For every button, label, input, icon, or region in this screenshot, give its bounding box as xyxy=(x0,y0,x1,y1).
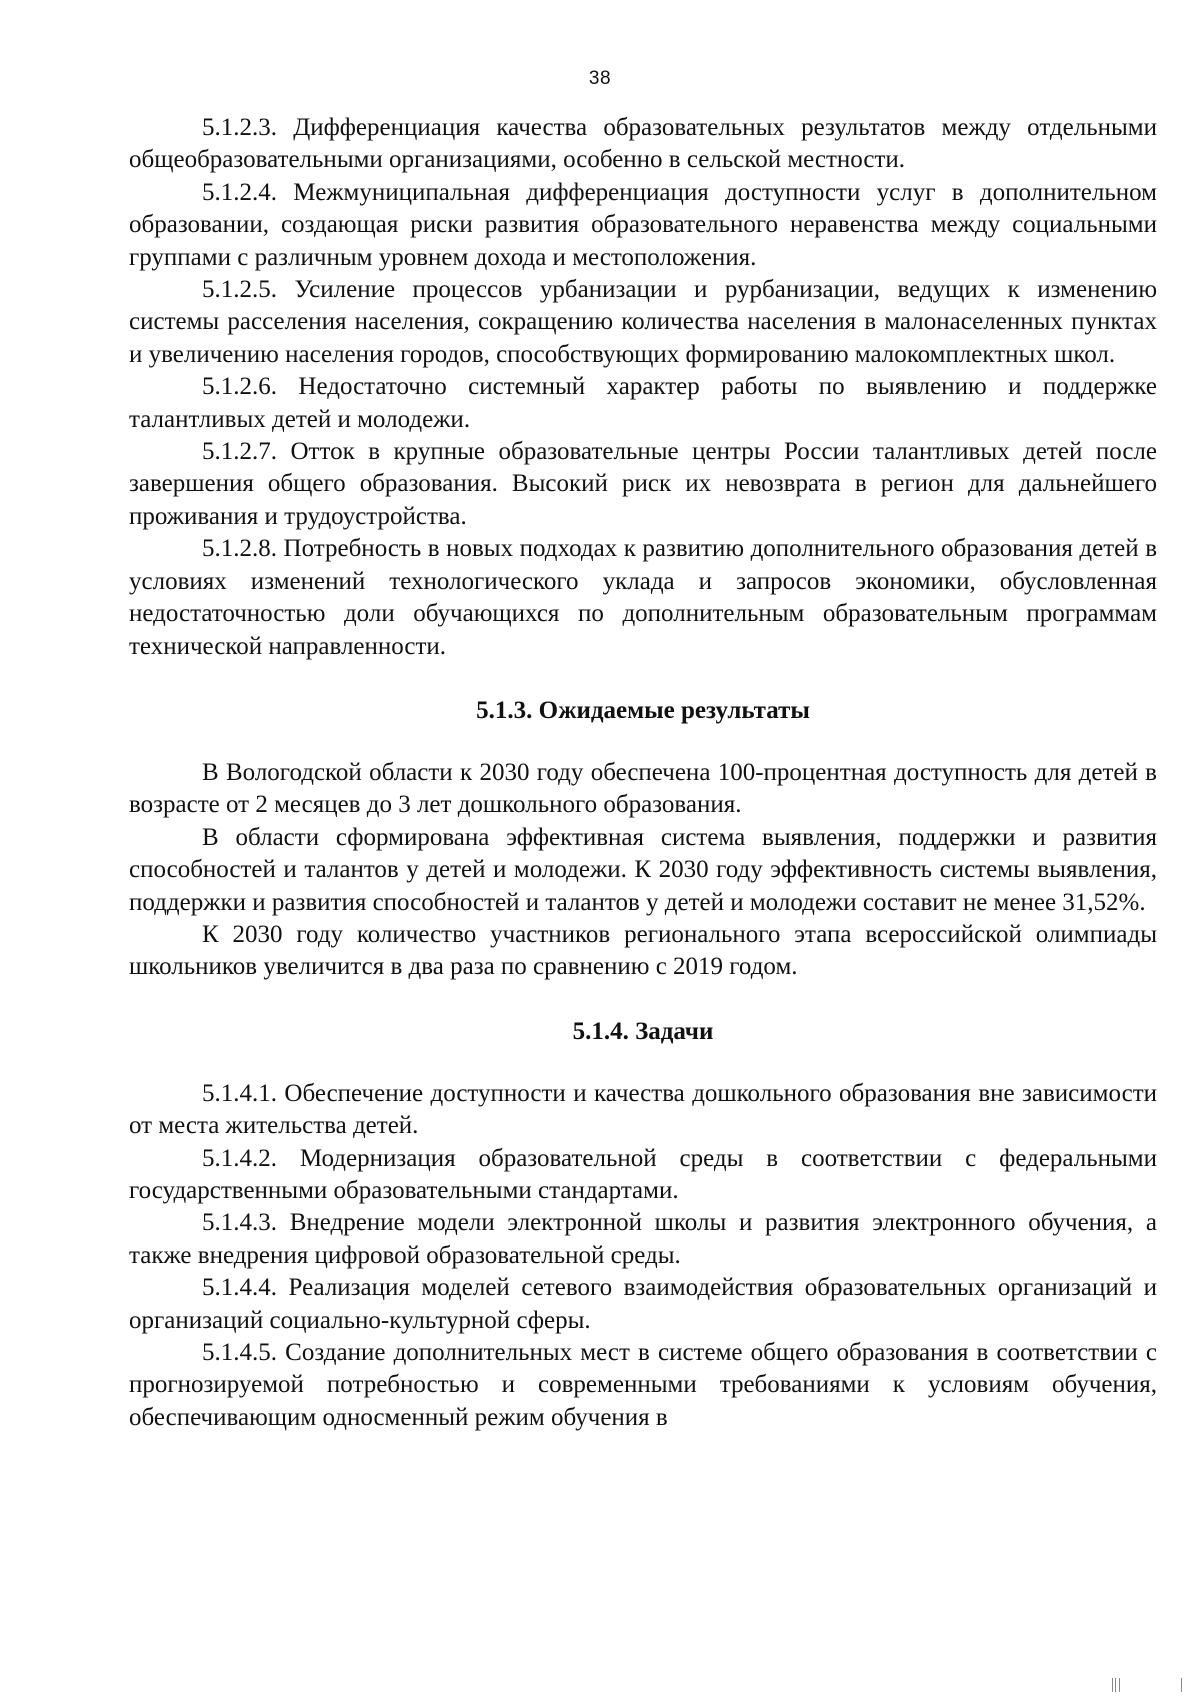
spacer xyxy=(129,663,1157,695)
page-number: 38 xyxy=(588,68,612,89)
paragraph-results-1: В Вологодской области к 2030 году обеспечена 100-процентная доступность для детей в возрасте от 2 месяцев до 3 лет дошкольного образования. xyxy=(129,758,1157,819)
paragraph-5-1-4-1: 5.1.4.1. Обеспечение доступности и качества дошкольного образования вне зависимости от места жительства детей. xyxy=(129,1079,1157,1140)
paragraph-5-1-4-2: 5.1.4.2. Модернизация образовательной среды в соответствии с федеральными государственными образовательными стандартами. xyxy=(129,1144,1157,1204)
scan-mark xyxy=(1112,1678,1113,1692)
paragraph-5-1-2-5: 5.1.2.5. Усиление процессов урбанизации и рурбанизации, ведущих к изменению системы расселения населения, сокращению количества населения в малонаселенных пунктах и увеличению населения городов, способствующих формированию малокомплектных школ. xyxy=(129,276,1157,368)
spacer xyxy=(129,727,1157,757)
paragraph-results-3: К 2030 году количество участников регионального этапа всероссийской олимпиады школьников увеличится в два раза по сравнению с 2019 годом. xyxy=(129,920,1157,981)
paragraph-5-1-2-4: 5.1.2.4. Межмуниципальная дифференциация доступности услуг в дополнительном образовании, создающая риски развития образовательного неравенства между социальными группами с различным уровнем дохода и местоположения. xyxy=(129,178,1157,271)
paragraph-5-1-4-5: 5.1.4.5. Создание дополнительных мест в системе общего образования в соответствии с прогнозируемой потребностью и современными требованиями к условиям обучения, обеспечивающим односменный режим обучения в xyxy=(129,1339,1157,1431)
page-content xyxy=(129,112,1157,1434)
paragraph-5-1-2-6: 5.1.2.6. Недостаточно системный характер работы по выявлению и поддержке талантливых детей и молодежи. xyxy=(129,373,1157,433)
section-heading-expected-results: 5.1.3. Ожидаемые результаты xyxy=(476,696,810,724)
paragraph-5-1-4-4: 5.1.4.4. Реализация моделей сетевого взаимодействия образовательных организаций и организаций социально-культурной сферы. xyxy=(129,1274,1157,1334)
paragraph-5-1-2-7: 5.1.2.7. Отток в крупные образовательные центры России талантливых детей после завершения общего образования. Высокий риск их невозврата в регион для дальнейшего проживания и трудоустройства. xyxy=(129,438,1157,530)
spacer xyxy=(129,1048,1157,1078)
spacer xyxy=(129,984,1157,1016)
paragraph-5-1-2-8: 5.1.2.8. Потребность в новых подходах к развитию дополнительного образования детей в условиях изменений технологического уклада и запросов экономики, обусловленная недостаточностью доли обучающихся по дополнительным образовательным программам технической направленности. xyxy=(129,535,1157,660)
scan-mark xyxy=(1115,1678,1116,1692)
paragraph-results-2: В области сформирована эффективная система выявления, поддержки и развития способностей и талантов у детей и молодежи. К 2030 году эффективность системы выявления, поддержки и развития способностей и талантов у детей и молодежи составит не менее 31,52%. xyxy=(129,823,1157,916)
scan-mark xyxy=(1181,1678,1182,1692)
paragraph-5-1-4-3: 5.1.4.3. Внедрение модели электронной школы и развития электронного обучения, а также внедрения цифровой образовательной среды. xyxy=(129,1209,1157,1269)
section-heading-tasks: 5.1.4. Задачи xyxy=(572,1017,714,1045)
paragraph-5-1-2-3: 5.1.2.3. Дифференциация качества образовательных результатов между отдельными общеобразовательными организациями, особенно в сельской местности. xyxy=(129,114,1157,174)
scan-mark xyxy=(1119,1678,1120,1692)
